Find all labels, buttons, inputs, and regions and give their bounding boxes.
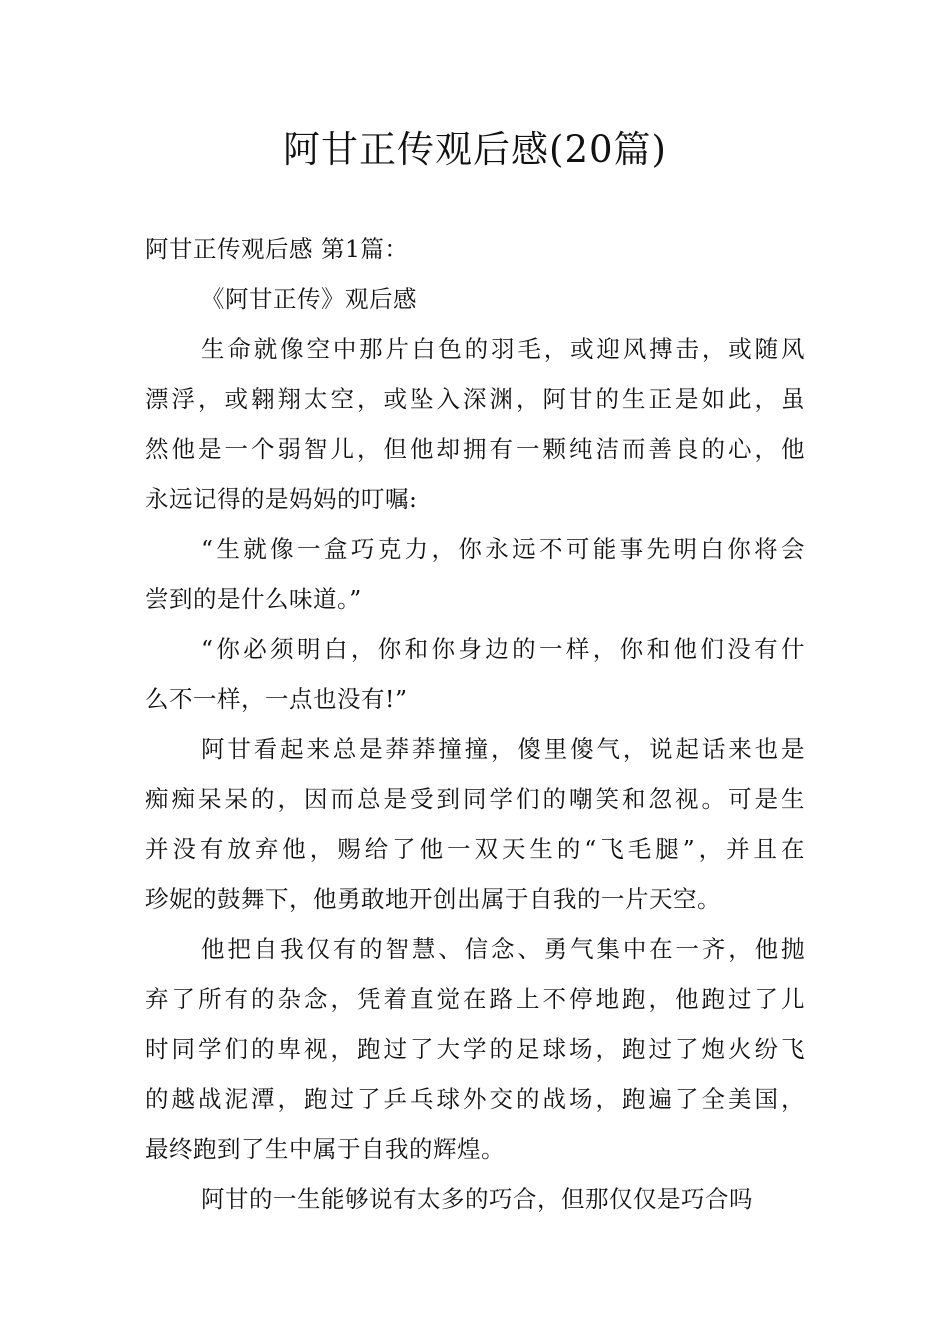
- paragraph: [145, 624, 805, 724]
- paragraph-line: 生命就像空中那片白色的羽毛，或迎风搏击，或随风: [201, 335, 805, 363]
- paragraph-line: “生就像一盒巧克力，你永远不可能事先明白你将会: [201, 535, 805, 563]
- paragraph-line: 漂浮，或翱翔太空，或坠入深渊，阿甘的生正是如此，虽: [145, 385, 805, 413]
- paragraph-line: 最终跑到了生中属于自我的辉煌。: [145, 1135, 505, 1163]
- paragraph: [145, 1174, 805, 1224]
- sub-title: 《阿甘正传》观后感: [201, 285, 417, 313]
- paragraph: [145, 924, 805, 1174]
- paragraph-line: 么不一样，一点也没有!”: [145, 685, 408, 713]
- paragraph-line: “你必须明白，你和你身边的一样，你和他们没有什: [201, 635, 805, 663]
- paragraph: [145, 324, 805, 524]
- paragraph-line: 痴痴呆呆的，因而总是受到同学们的嘲笑和忽视。可是生: [145, 785, 805, 813]
- paragraph-line: 阿甘看起来总是莽莽撞撞，傻里傻气，说起话来也是: [201, 735, 805, 763]
- paragraph-line: 然他是一个弱智儿，但他却拥有一颗纯洁而善良的心，他: [145, 435, 805, 463]
- paragraph-line: 阿甘的一生能够说有太多的巧合，但那仅仅是巧合吗: [201, 1185, 753, 1213]
- paragraph-line: 永远记得的是妈妈的叮嘱:: [145, 485, 418, 513]
- document-title: 阿甘正传观后感(20篇): [283, 128, 667, 171]
- section-heading: 阿甘正传观后感 第1篇：: [145, 235, 409, 263]
- paragraph: [145, 724, 805, 924]
- paragraph-line: 的越战泥潭，跑过了乒乓球外交的战场，跑遍了全美国，: [145, 1085, 805, 1113]
- paragraph-line: 尝到的是什么味道。”: [145, 585, 362, 613]
- paragraph-line: 珍妮的鼓舞下，他勇敢地开创出属于自我的一片天空。: [145, 885, 721, 913]
- paragraph-line: 时同学们的卑视，跑过了大学的足球场，跑过了炮火纷飞: [145, 1035, 805, 1063]
- document-body: [145, 224, 805, 1224]
- paragraph-line: 并没有放弃他，赐给了他一双天生的“飞毛腿”，并且在: [145, 835, 805, 863]
- paragraph-line: 弃了所有的杂念，凭着直觉在路上不停地跑，他跑过了儿: [145, 985, 805, 1013]
- paragraph-line: 他把自我仅有的智慧、信念、勇气集中在一齐，他抛: [201, 935, 805, 963]
- paragraph: [145, 524, 805, 624]
